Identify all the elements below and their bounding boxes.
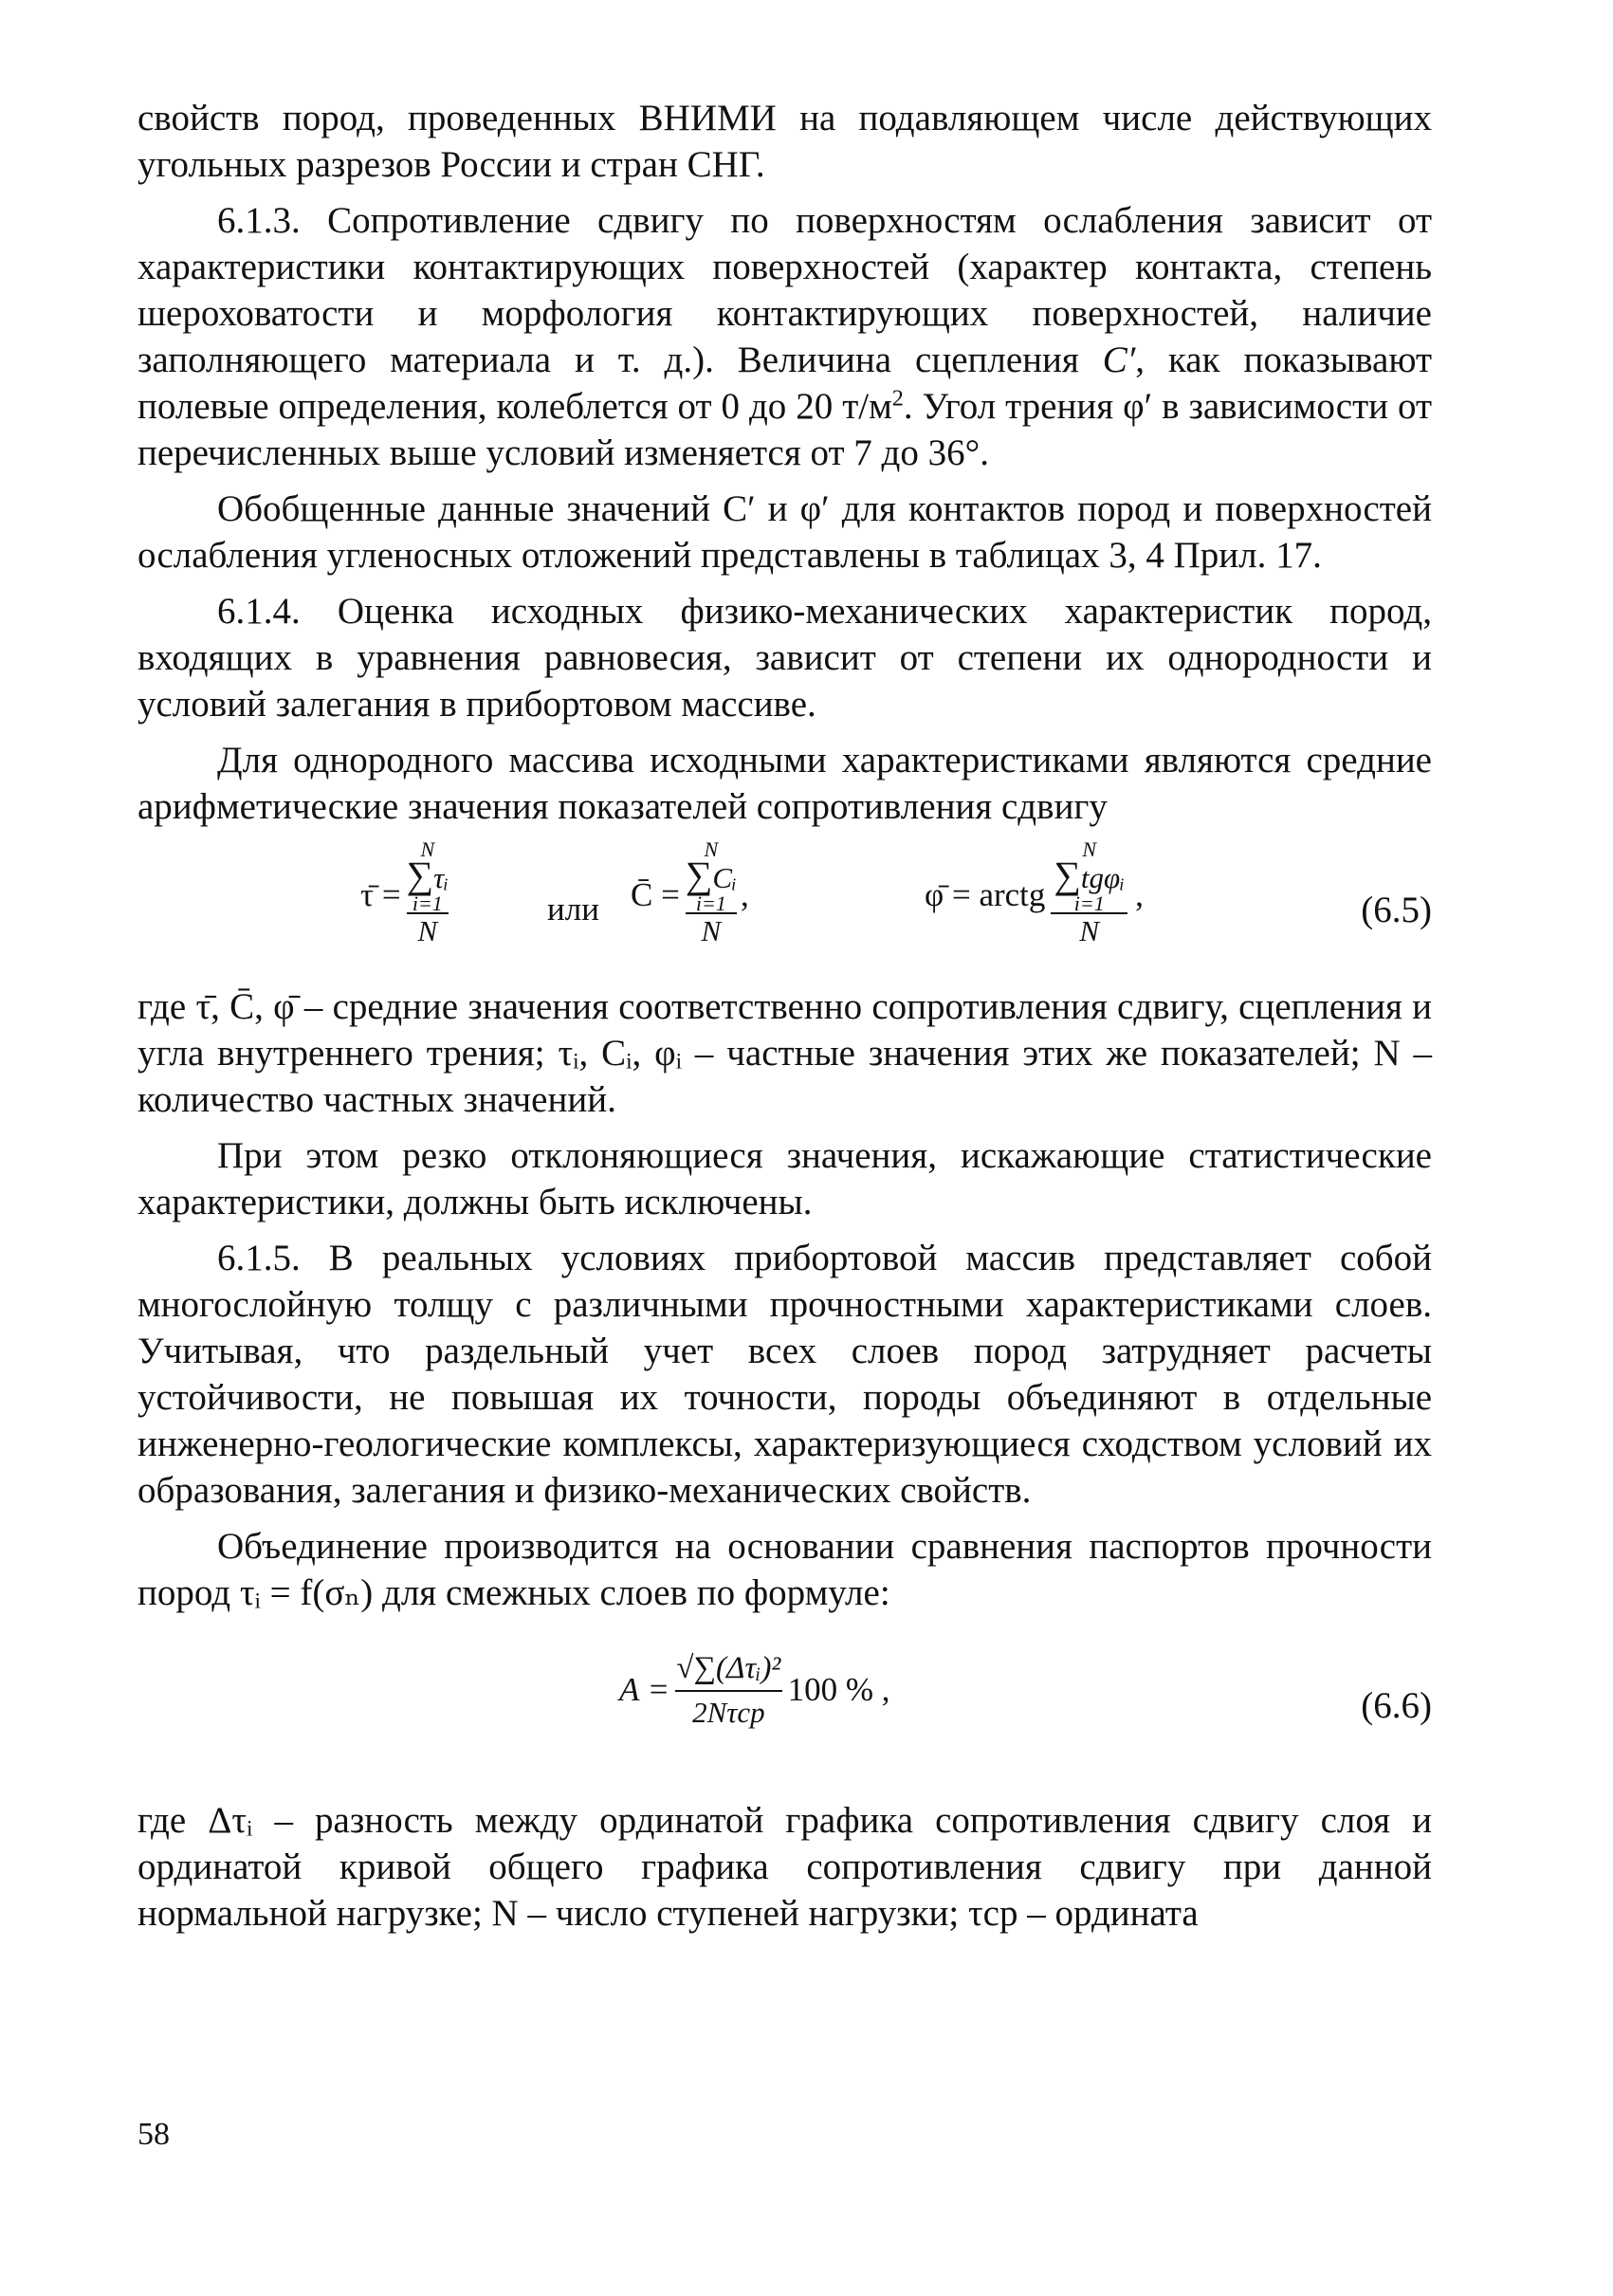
equation-number: (6.6) [1361,1685,1432,1726]
symbol-c-prime: C′ [1102,340,1136,380]
paragraph: свойств пород, проведенных ВНИМИ на подавляющем числе действующих угольных разрезов России и стран СНГ. [137,98,1432,185]
equation-number: (6.5) [1361,890,1432,930]
text-fragment: . Угол трения φ′ в зависимости от перечисленных выше условий изменяется от 7 до 36°. [137,386,1432,473]
formula-6-6 [137,1629,1432,1786]
formula-phi-mean: φ̄ = arctg N ∑tgφᵢ i=1 N , [925,837,1144,947]
paragraph: При этом резко отклоняющиеся значения, искажающие статистические характеристики, должны быть исключены. [137,1135,1432,1222]
paragraph: 6.1.4. Оценка исходных физико-механических характеристик пород, входящих в уравнения равновесия, зависит от степени их однородности и условий залегания в прибортовом массиве. [137,591,1432,725]
formula-c-mean: C̄ = N ∑Cᵢ i=1 N , [631,837,749,947]
paragraph: Объединение производится на основании сравнения паспортов прочности пород τᵢ = f(σₙ) для смежных слоев по формуле: [137,1526,1432,1613]
formula-6-5 [137,837,1432,974]
text-fragment: 6.1.3. Сопротивление сдвигу по поверхностям ослабления зависит от характеристики контактирующих поверхностей (характер контакта, степень шероховатости и морфология контактирующих поверхностей, наличие заполняющего материала и т. д.). Величина сцепления [137,200,1432,380]
page-number: 58 [137,2117,170,2152]
paragraph: Для однородного массива исходными характеристиками являются средние арифметические значения показателей сопротивления сдвигу [137,740,1432,827]
paragraph [137,197,1432,476]
page-body [137,95,1432,1937]
paragraph: 6.1.5. В реальных условиях прибортовой массив представляет собой многослойную толщу с различными прочностными характеристиками слоев. Учитывая, что раздельный учет всех слоев пород затрудняет расчеты устойчивости, не повышая их точности, породы объединяют в отдельные инженерно-геологические комплексы, характеризующиеся сходством условий их образования, залегания и физико-механических свойств. [137,1238,1432,1511]
formula-tau-mean: τ̄ = N ∑τᵢ i=1 N [360,837,449,947]
paragraph: где Δτᵢ – разность между ординатой графика сопротивления сдвигу слоя и ординатой кривой общего графика сопротивления сдвигу при данной нормальной нагрузке; N – число ступеней нагрузки; τср – ордината [137,1800,1432,1934]
formula-a: A = $\frac{\text{√∑(Δτᵢ)²}}{\text{2Nτср}}$ 100 % , [619,1646,890,1734]
text-fragment: , как показывают полевые определения, колеблется от 0 до 20 т/м [137,340,1432,427]
superscript: 2 [891,385,904,412]
formula-word-or: или [547,891,599,928]
paragraph: где τ̄, C̄, φ̄ – средние значения соответственно сопротивления сдвигу, сцепления и угла внутреннего трения; τᵢ, Cᵢ, φᵢ – частные значения этих же показателей; N – количество частных значений. [137,986,1432,1120]
paragraph: Обобщенные данные значений C′ и φ′ для контактов пород и поверхностей ослабления угленосных отложений представлены в таблицах 3, 4 Прил. 17. [137,488,1432,576]
